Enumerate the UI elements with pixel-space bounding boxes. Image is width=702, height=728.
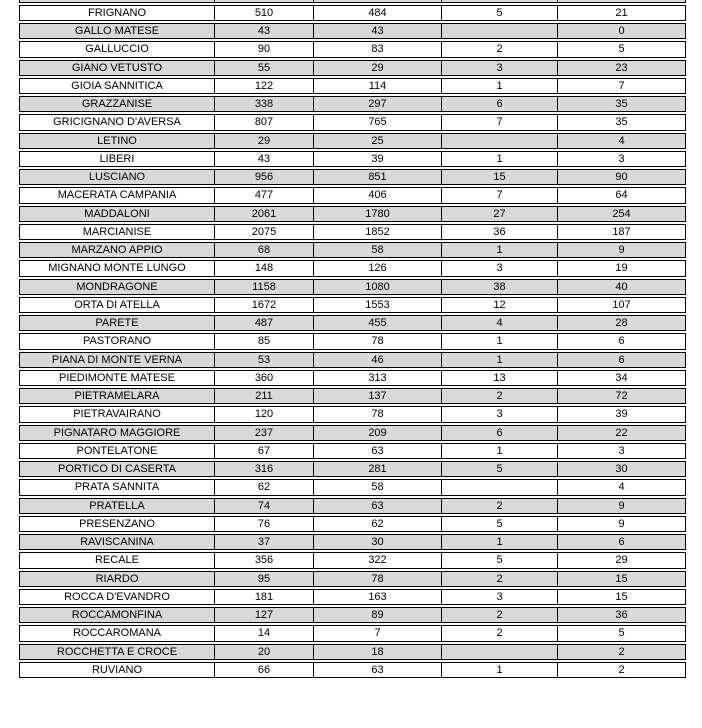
table-row xyxy=(19,23,686,39)
value-cell: 63 xyxy=(313,498,441,514)
value-cell: 254 xyxy=(557,206,686,222)
value-cell: 37 xyxy=(214,534,313,550)
municipality-name-cell: PIETRAMELARA xyxy=(19,388,214,404)
table-row xyxy=(19,516,686,532)
value-cell: 484 xyxy=(313,5,441,21)
value-cell: 3 xyxy=(441,60,557,76)
value-cell: 477 xyxy=(214,187,313,203)
municipality-name-cell: PRATELLA xyxy=(19,498,214,514)
value-cell: 35 xyxy=(557,96,686,112)
value-cell: 40 xyxy=(557,279,686,295)
municipality-name-cell: ROCCA D'EVANDRO xyxy=(19,589,214,605)
value-cell: 30 xyxy=(557,461,686,477)
municipality-name-cell: FRIGNANO xyxy=(19,5,214,21)
value-cell: 39 xyxy=(557,406,686,422)
municipality-name-cell: GALLO MATESE xyxy=(19,23,214,39)
value-cell: 27 xyxy=(441,206,557,222)
table-row xyxy=(19,443,686,459)
value-cell: 5 xyxy=(441,552,557,568)
value-cell: 1 xyxy=(441,662,557,678)
value-cell: 18 xyxy=(313,644,441,660)
table-row xyxy=(19,333,686,349)
value-cell: 3 xyxy=(441,406,557,422)
table-row-partial xyxy=(19,0,686,3)
value-cell: 29 xyxy=(214,133,313,149)
value-cell: 2 xyxy=(441,388,557,404)
value-cell: 148 xyxy=(214,260,313,276)
value-cell: 122 xyxy=(214,78,313,94)
value-cell: 487 xyxy=(214,315,313,331)
value-cell: 2 xyxy=(557,644,686,660)
municipality-name-cell: PASTORANO xyxy=(19,333,214,349)
value-cell: 2 xyxy=(441,607,557,623)
value-cell: 851 xyxy=(313,169,441,185)
value-cell: 43 xyxy=(214,23,313,39)
value-cell: 30 xyxy=(313,534,441,550)
value-cell: 297 xyxy=(313,96,441,112)
municipality-name-cell: PARETE xyxy=(19,315,214,331)
value-cell: 807 xyxy=(214,114,313,130)
value-cell: 62 xyxy=(313,516,441,532)
value-cell xyxy=(313,0,441,3)
value-cell: 1 xyxy=(441,333,557,349)
value-cell: 9 xyxy=(557,242,686,258)
municipality-name-cell: PRESENZANO xyxy=(19,516,214,532)
value-cell: 67 xyxy=(214,443,313,459)
municipality-name-cell: MARZANO APPIO xyxy=(19,242,214,258)
value-cell: 43 xyxy=(313,23,441,39)
value-cell: 187 xyxy=(557,224,686,240)
value-cell xyxy=(214,0,313,3)
value-cell: 107 xyxy=(557,297,686,313)
table-row xyxy=(19,297,686,313)
value-cell: 356 xyxy=(214,552,313,568)
municipality-name-cell: ROCCHETTA E CROCE xyxy=(19,644,214,660)
value-cell: 237 xyxy=(214,425,313,441)
value-cell: 3 xyxy=(441,260,557,276)
table-row xyxy=(19,534,686,550)
value-cell: 1158 xyxy=(214,279,313,295)
municipality-name-cell: ROCCAROMANA xyxy=(19,625,214,641)
value-cell: 21 xyxy=(557,5,686,21)
value-cell: 956 xyxy=(214,169,313,185)
value-cell: 7 xyxy=(313,625,441,641)
table-row xyxy=(19,607,686,623)
municipality-name-cell: MARCIANISE xyxy=(19,224,214,240)
value-cell: 114 xyxy=(313,78,441,94)
municipality-name-cell: ORTA DI ATELLA xyxy=(19,297,214,313)
value-cell: 38 xyxy=(441,279,557,295)
table-row xyxy=(19,5,686,21)
value-cell: 5 xyxy=(441,516,557,532)
municipality-name-cell: ROCCAMONFINA xyxy=(19,607,214,623)
value-cell: 6 xyxy=(441,96,557,112)
table-row xyxy=(19,352,686,368)
value-cell: 7 xyxy=(441,114,557,130)
table-row xyxy=(19,41,686,57)
value-cell: 1 xyxy=(441,443,557,459)
value-cell: 78 xyxy=(313,571,441,587)
value-cell: 78 xyxy=(313,406,441,422)
value-cell: 163 xyxy=(313,589,441,605)
value-cell: 4 xyxy=(441,315,557,331)
table-row xyxy=(19,571,686,587)
table-row xyxy=(19,78,686,94)
value-cell: 15 xyxy=(557,571,686,587)
value-cell: 1 xyxy=(441,242,557,258)
value-cell: 19 xyxy=(557,260,686,276)
value-cell: 68 xyxy=(214,242,313,258)
value-cell: 2075 xyxy=(214,224,313,240)
value-cell: 313 xyxy=(313,370,441,386)
table-row xyxy=(19,224,686,240)
value-cell: 20 xyxy=(214,644,313,660)
value-cell: 89 xyxy=(313,607,441,623)
value-cell: 62 xyxy=(214,479,313,495)
value-cell: 72 xyxy=(557,388,686,404)
value-cell xyxy=(441,0,557,3)
value-cell: 1553 xyxy=(313,297,441,313)
value-cell: 36 xyxy=(557,607,686,623)
municipality-name-cell: PRATA SANNITA xyxy=(19,479,214,495)
table-row xyxy=(19,96,686,112)
municipality-name-cell: MADDALONI xyxy=(19,206,214,222)
value-cell: 95 xyxy=(214,571,313,587)
value-cell: 1 xyxy=(441,352,557,368)
value-cell: 127 xyxy=(214,607,313,623)
value-cell: 66 xyxy=(214,662,313,678)
value-cell: 181 xyxy=(214,589,313,605)
table-row xyxy=(19,151,686,167)
value-cell: 0 xyxy=(557,23,686,39)
value-cell: 23 xyxy=(557,60,686,76)
municipality-name-cell: LIBERI xyxy=(19,151,214,167)
value-cell: 2 xyxy=(441,41,557,57)
value-cell: 46 xyxy=(313,352,441,368)
table-row xyxy=(19,479,686,495)
table-row xyxy=(19,552,686,568)
municipality-name-cell: GRICIGNANO D'AVERSA xyxy=(19,114,214,130)
value-cell: 34 xyxy=(557,370,686,386)
table-row xyxy=(19,406,686,422)
value-cell: 14 xyxy=(214,625,313,641)
value-cell: 510 xyxy=(214,5,313,21)
municipality-name-cell: MACERATA CAMPANIA xyxy=(19,187,214,203)
value-cell: 360 xyxy=(214,370,313,386)
municipality-name-cell: LUSCIANO xyxy=(19,169,214,185)
value-cell: 1080 xyxy=(313,279,441,295)
table-row xyxy=(19,187,686,203)
value-cell: 55 xyxy=(214,60,313,76)
value-cell: 76 xyxy=(214,516,313,532)
value-cell: 316 xyxy=(214,461,313,477)
table-row xyxy=(19,498,686,514)
municipality-table xyxy=(19,0,686,680)
municipality-name-cell: GIOIA SANNITICA xyxy=(19,78,214,94)
value-cell: 63 xyxy=(313,443,441,459)
value-cell: 4 xyxy=(557,133,686,149)
value-cell: 338 xyxy=(214,96,313,112)
municipality-name-cell: GRAZZANISE xyxy=(19,96,214,112)
table-row xyxy=(19,644,686,660)
table-row xyxy=(19,206,686,222)
value-cell: 83 xyxy=(313,41,441,57)
municipality-table-body xyxy=(19,0,686,678)
value-cell: 78 xyxy=(313,333,441,349)
value-cell: 2 xyxy=(441,571,557,587)
value-cell: 6 xyxy=(557,333,686,349)
value-cell: 6 xyxy=(557,534,686,550)
table-row xyxy=(19,133,686,149)
table-row xyxy=(19,662,686,678)
municipality-name-cell: GIANO VETUSTO xyxy=(19,60,214,76)
table-row xyxy=(19,242,686,258)
value-cell: 2 xyxy=(557,662,686,678)
value-cell: 7 xyxy=(441,187,557,203)
value-cell: 5 xyxy=(557,41,686,57)
value-cell: 43 xyxy=(214,151,313,167)
value-cell: 35 xyxy=(557,114,686,130)
value-cell: 5 xyxy=(557,625,686,641)
value-cell: 1 xyxy=(441,534,557,550)
municipality-name-cell: GALLUCCIO xyxy=(19,41,214,57)
value-cell: 1 xyxy=(441,151,557,167)
value-cell: 58 xyxy=(313,479,441,495)
municipality-name-cell: RECALE xyxy=(19,552,214,568)
value-cell xyxy=(441,644,557,660)
value-cell xyxy=(441,479,557,495)
table-row xyxy=(19,625,686,641)
municipality-name-cell: RIARDO xyxy=(19,571,214,587)
value-cell: 15 xyxy=(557,589,686,605)
value-cell: 1 xyxy=(441,78,557,94)
value-cell: 2 xyxy=(441,625,557,641)
value-cell: 85 xyxy=(214,333,313,349)
value-cell: 22 xyxy=(557,425,686,441)
municipality-name-cell: LETINO xyxy=(19,133,214,149)
table-row xyxy=(19,260,686,276)
value-cell: 36 xyxy=(441,224,557,240)
table-row xyxy=(19,461,686,477)
table-row xyxy=(19,315,686,331)
municipality-name-cell xyxy=(19,0,214,3)
value-cell: 211 xyxy=(214,388,313,404)
value-cell: 209 xyxy=(313,425,441,441)
value-cell: 455 xyxy=(313,315,441,331)
value-cell: 1672 xyxy=(214,297,313,313)
municipality-name-cell: MIGNANO MONTE LUNGO xyxy=(19,260,214,276)
value-cell: 3 xyxy=(557,151,686,167)
value-cell: 12 xyxy=(441,297,557,313)
value-cell: 58 xyxy=(313,242,441,258)
value-cell: 765 xyxy=(313,114,441,130)
value-cell: 39 xyxy=(313,151,441,167)
value-cell: 1780 xyxy=(313,206,441,222)
value-cell: 3 xyxy=(557,443,686,459)
value-cell: 25 xyxy=(313,133,441,149)
value-cell: 1852 xyxy=(313,224,441,240)
value-cell: 64 xyxy=(557,187,686,203)
value-cell: 13 xyxy=(441,370,557,386)
municipality-name-cell: PORTICO DI CASERTA xyxy=(19,461,214,477)
value-cell xyxy=(441,133,557,149)
municipality-name-cell: PIETRAVAIRANO xyxy=(19,406,214,422)
value-cell: 74 xyxy=(214,498,313,514)
value-cell xyxy=(557,0,686,3)
municipality-name-cell: MONDRAGONE xyxy=(19,279,214,295)
table-row xyxy=(19,370,686,386)
table-row xyxy=(19,114,686,130)
value-cell: 90 xyxy=(557,169,686,185)
value-cell: 406 xyxy=(313,187,441,203)
municipality-name-cell: RAVISCANINA xyxy=(19,534,214,550)
value-cell: 29 xyxy=(313,60,441,76)
value-cell: 120 xyxy=(214,406,313,422)
table-row xyxy=(19,169,686,185)
municipality-name-cell: PIEDIMONTE MATESE xyxy=(19,370,214,386)
value-cell: 53 xyxy=(214,352,313,368)
municipality-name-cell: PIGNATARO MAGGIORE xyxy=(19,425,214,441)
value-cell: 2 xyxy=(441,498,557,514)
value-cell: 6 xyxy=(557,352,686,368)
value-cell: 28 xyxy=(557,315,686,331)
value-cell: 15 xyxy=(441,169,557,185)
value-cell: 5 xyxy=(441,461,557,477)
value-cell: 281 xyxy=(313,461,441,477)
municipality-name-cell: PONTELATONE xyxy=(19,443,214,459)
value-cell: 126 xyxy=(313,260,441,276)
table-row xyxy=(19,388,686,404)
value-cell: 9 xyxy=(557,516,686,532)
table-row xyxy=(19,425,686,441)
municipality-name-cell: RUVIANO xyxy=(19,662,214,678)
table-row xyxy=(19,279,686,295)
value-cell: 5 xyxy=(441,5,557,21)
value-cell: 3 xyxy=(441,589,557,605)
table-row xyxy=(19,589,686,605)
value-cell: 29 xyxy=(557,552,686,568)
value-cell xyxy=(441,23,557,39)
value-cell: 90 xyxy=(214,41,313,57)
value-cell: 6 xyxy=(441,425,557,441)
value-cell: 137 xyxy=(313,388,441,404)
table-row xyxy=(19,60,686,76)
value-cell: 63 xyxy=(313,662,441,678)
value-cell: 9 xyxy=(557,498,686,514)
value-cell: 322 xyxy=(313,552,441,568)
municipality-name-cell: PIANA DI MONTE VERNA xyxy=(19,352,214,368)
value-cell: 7 xyxy=(557,78,686,94)
value-cell: 4 xyxy=(557,479,686,495)
value-cell: 2061 xyxy=(214,206,313,222)
